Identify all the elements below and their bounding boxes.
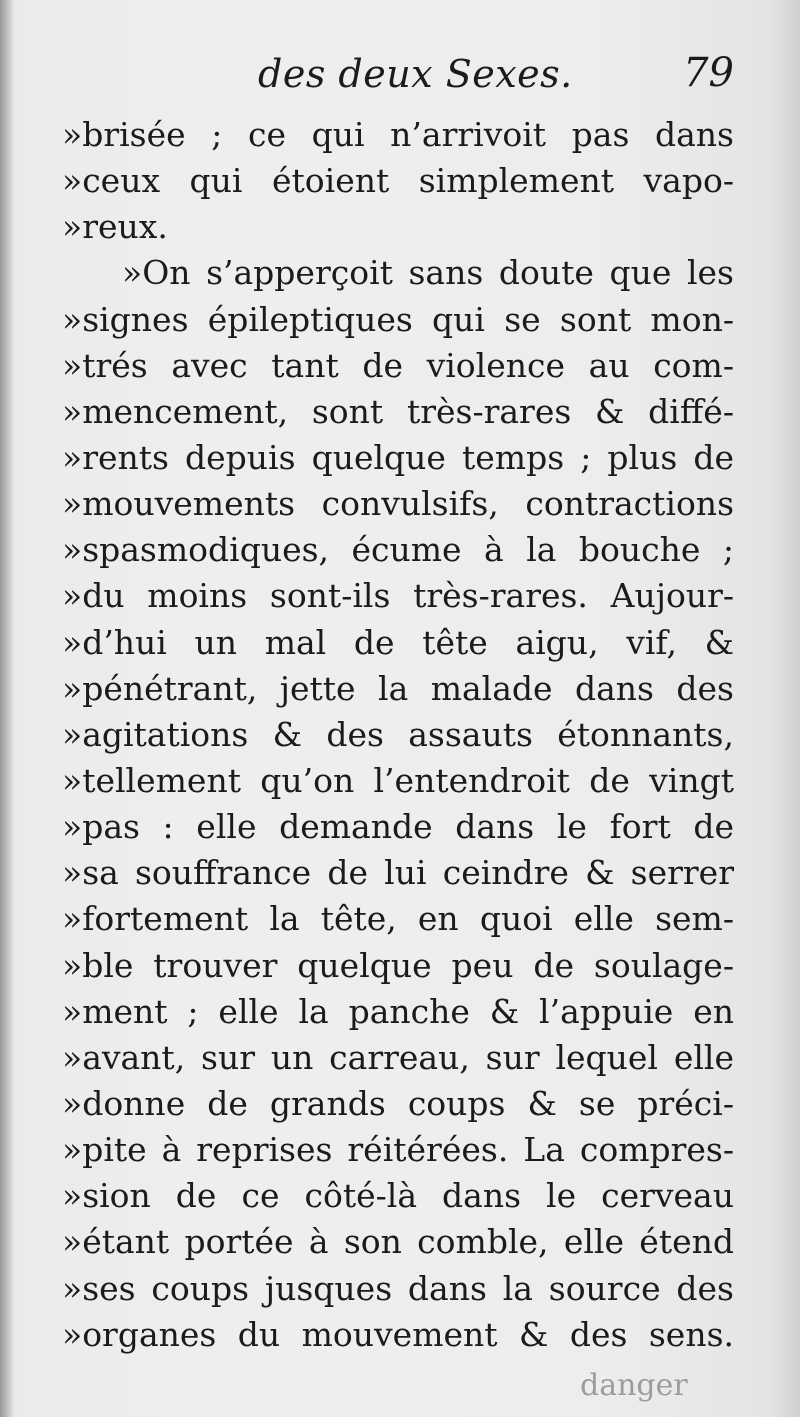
text-line: »brisée ; ce qui n’arrivoit pas dans	[62, 115, 734, 154]
body-text	[62, 112, 734, 1358]
text-line: »reux.	[62, 207, 168, 247]
catchword: danger	[580, 1368, 688, 1403]
text-line: »tellement qu’on l’entendroit de vingt	[62, 760, 734, 800]
text-line: »d’hui un mal de tête aigu, vif, &	[62, 622, 734, 662]
page-header	[60, 52, 740, 102]
text-line: »ment ; elle la panche & l’appuie en	[62, 991, 734, 1031]
text-line: »spasmodiques, écume à la bouche ;	[62, 530, 734, 570]
page-number: 79	[683, 50, 734, 96]
text-line: »organes du mouvement & des sens.	[62, 1314, 734, 1354]
text-line: »mencement, sont très-rares & diffé-	[62, 391, 734, 431]
text-line: »ble trouver quelque peu de soulage-	[62, 945, 734, 985]
text-line: »pénétrant, jette la malade dans des	[62, 668, 734, 708]
text-line: »trés avec tant de violence au com-	[62, 345, 734, 385]
text-line: »pas : elle demande dans le fort de	[62, 807, 734, 847]
text-line: »agitations & des assauts étonnants,	[62, 714, 734, 754]
text-line: »sion de ce côté-là dans le cerveau	[62, 1176, 734, 1216]
text-line: »donne de grands coups & se préci-	[62, 1083, 734, 1123]
running-head: des deux Sexes.	[258, 52, 573, 96]
text-line: »étant portée à son comble, elle étend	[62, 1222, 734, 1262]
text-line: »On s’apperçoit sans doute que les	[122, 253, 734, 293]
text-line: »mouvements convulsifs, contractions	[62, 484, 734, 524]
text-line: »sa souffrance de lui ceindre & serrer	[62, 853, 734, 893]
text-line: »du moins sont-ils très-rares. Aujour-	[62, 576, 734, 616]
text-line: »fortement la tête, en quoi elle sem-	[62, 899, 734, 939]
text-line: »ses coups jusques dans la source des	[62, 1268, 734, 1308]
text-line: »rents depuis quelque temps ; plus de	[62, 437, 734, 477]
text-line: »avant, sur un carreau, sur lequel elle	[62, 1037, 734, 1077]
text-line: »ceux qui étoient simplement vapo-	[62, 161, 734, 201]
text-line: »pite à reprises réitérées. La compres-	[62, 1130, 734, 1170]
text-line: »signes épileptiques qui se sont mon-	[62, 299, 734, 339]
spine-shadow	[0, 0, 14, 1417]
